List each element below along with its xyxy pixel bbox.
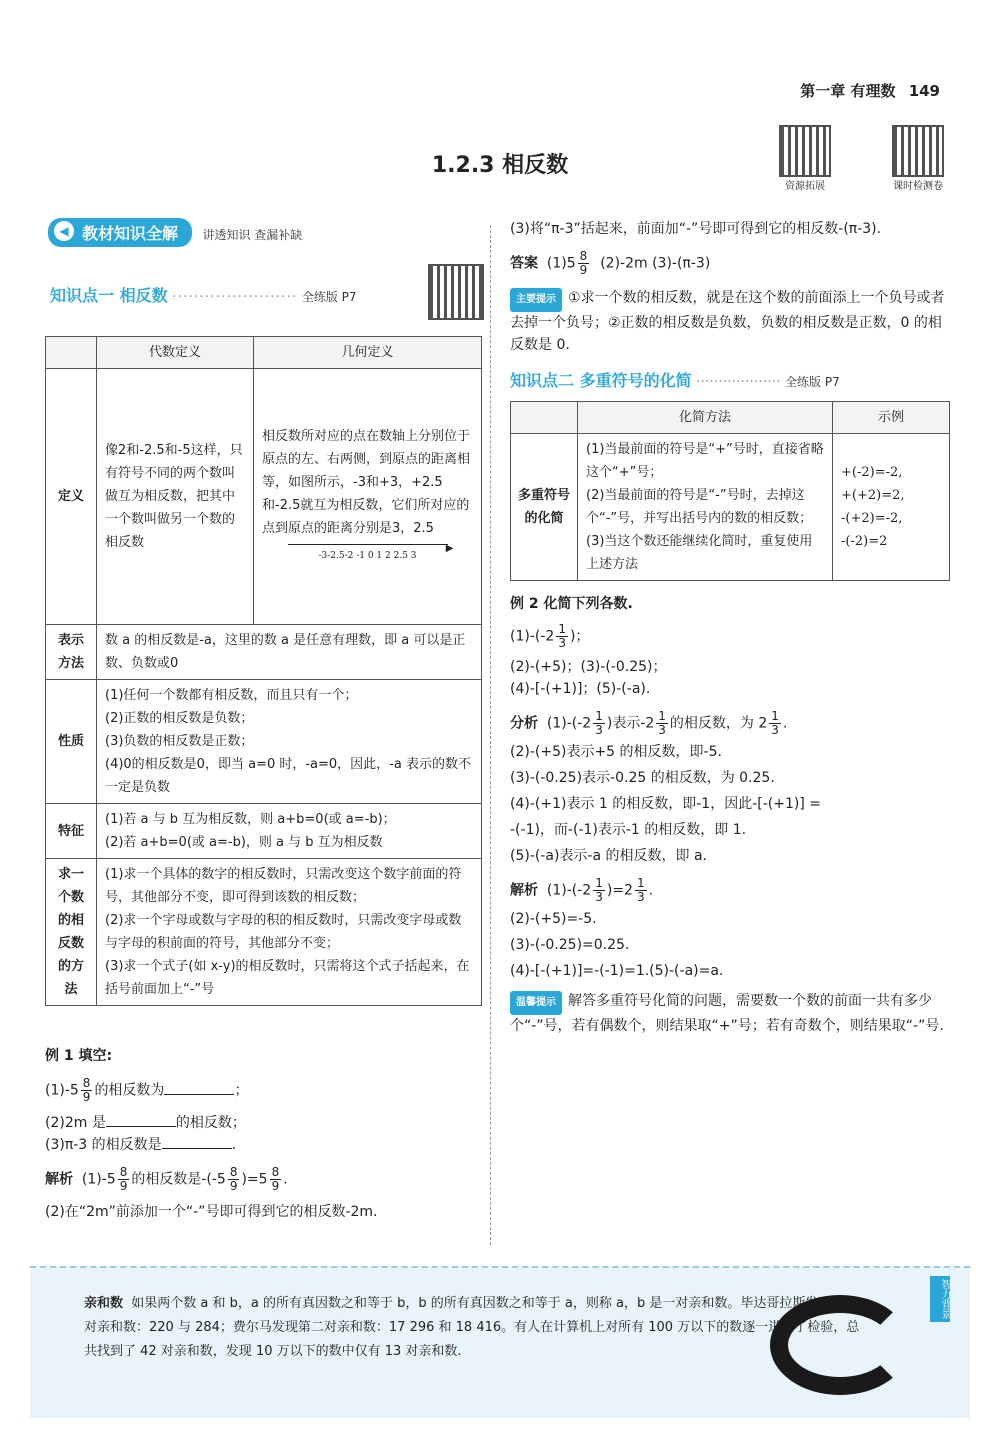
- qr-code-kp1[interactable]: [428, 264, 484, 320]
- table-header-geometric: 几何定义: [254, 337, 482, 369]
- example-2-jiexi: 解析 (1)-(-2 $\frac{1}{3}$ )=2 $\frac{1}{3}$ .: [510, 876, 654, 904]
- example-1-answer: 答案 (1)5 $\frac{8}{9}$ (2)-2m (3)-(π-3): [510, 249, 711, 277]
- method-cell: [97, 859, 482, 1006]
- table-header-method: 化简方法: [578, 402, 833, 434]
- decorative-curve-icon: [770, 1295, 910, 1395]
- example-1-jiexi: 解析 (1)-5 $\frac{8}{9}$ 的相反数是-(-5 $\frac{8}{9}$ )=5 $\frac{8}{9}$ .: [45, 1165, 288, 1193]
- properties-cell: [97, 680, 482, 804]
- jiexi-line: (4)-[-(+1)]=-(-1)=1.(5)-(-a)=a.: [510, 963, 724, 979]
- tip-icon: 温馨提示: [510, 991, 562, 1015]
- example-1-q2: (2)2m 是 的相反数；: [45, 1112, 485, 1134]
- right-column: [510, 218, 955, 1037]
- feature-line: (2)若 a+b=0(或 a=-b)，则 a 与 b 互为相反数: [105, 835, 383, 850]
- kp1-ref: 全练版 P7: [301, 290, 357, 304]
- feature-line: (1)若 a 与 b 互为相反数，则 a+b=0(或 a=-b)；: [105, 812, 396, 827]
- footer-body: 如果两个数 a 和 b，a 的所有真因数之和等于 b，b 的所有真因数之和等于 a，则称 a，b 是一对亲和数。毕达哥拉斯发现第一对亲和数：220 与 284；费尔马发现第二对亲和数：17 296 和 18 416。有人在计算机上对所有 100 万以下的数逐一进行了检验，总共找到了 42 对亲和数，发现 10 万以下的数中仅有 13 对亲和数.: [84, 1296, 860, 1359]
- method-line: (2)求一个字母或数与字母的积的相反数时，只需改变字母或数与字母的积前面的符号，其他部分不变；: [105, 913, 462, 951]
- example-1-jiexi-3: (3)将“π-3”括起来，前面加“-”号即可得到它的相反数-(π-3).: [510, 221, 882, 237]
- fenxi-line: (3)-(-0.25)表示-0.25 的相反数，为 0.25.: [510, 770, 775, 786]
- tip-2: 温馨提示 解答多重符号化简的问题，需要数一个数的前面一共有多少个“-”号，若有偶数个，则结果取“+”号；若有奇数个，则结果取“-”号.: [510, 993, 944, 1034]
- banner-label: 教材知识全解: [82, 224, 179, 243]
- section-banner: [48, 218, 302, 244]
- examples-cell: +(-2)=-2, +(+2)=2, -(+2)=-2, -(-2)=2: [833, 434, 950, 581]
- footer-label: 亲和数: [84, 1296, 124, 1311]
- table-multiple-signs: [510, 401, 950, 581]
- property-line: (3)负数的相反数是正数；: [105, 734, 254, 749]
- kp2-title: 知识点二 多重符号的化简: [510, 371, 692, 390]
- table-header-blank: [511, 402, 578, 434]
- row-label: 定义: [46, 369, 97, 625]
- property-line: (4)0的相反数是0，即当 a=0 时，-a=0，因此，-a 表示的数不一定是负数: [105, 757, 471, 795]
- tip-1: 主要提示 ①求一个数的相反数，就是在这个数的前面添上一个负号或者去掉一个负号；②正数的相反数是负数，负数的相反数是正数，0 的相反数是 0.: [510, 290, 945, 353]
- kp2-ref: 全练版 P7: [785, 375, 840, 389]
- property-line: (2)正数的相反数是负数；: [105, 711, 254, 726]
- tip-icon: 主要提示: [510, 288, 562, 312]
- qr-caption: 课时检测卷: [893, 181, 943, 192]
- column-divider: [490, 225, 491, 1245]
- jiexi-line: (3)-(-0.25)=0.25.: [510, 937, 630, 953]
- section-title: 1.2.3 相反数: [431, 153, 569, 178]
- fenxi-line: (5)-(-a)表示-a 的相反数，即 a.: [510, 848, 707, 864]
- example-1-q3: (3)π-3 的相反数是 .: [45, 1134, 485, 1156]
- page-header: [800, 80, 940, 101]
- speaker-icon: ◀: [54, 221, 74, 241]
- banner-subtitle: 讲透知识 查漏补缺: [202, 228, 303, 242]
- geometric-text: 相反数所对应的点在数轴上分别位于原点的左、右两侧，到原点的距离相等，如图所示，-3和+3，+2.5和-2.5就互为相反数，它们所对应的点到原点的距离分别是3，2.5: [262, 429, 471, 536]
- footer-text: [84, 1292, 864, 1364]
- number-line-labels: -3-2.5-2 -1 0 1 2 2.5 3: [318, 551, 417, 561]
- example-2-fenxi: 分析 (1)-(-2 $\frac{1}{3}$ )表示-2 $\frac{1}{3}$ 的相反数，为 2 $\frac{1}{3}$ .: [510, 709, 788, 737]
- example-2-q2: (2)-(+5)；(3)-(-0.25)；: [510, 659, 667, 675]
- fenxi-line: (4)-(+1)表示 1 的相反数，即-1，因此-[-(+1)] =: [510, 796, 821, 812]
- fenxi-line: (2)-(+5)表示+5 的相反数，即-5.: [510, 744, 722, 760]
- example-1-jiexi-2: (2)在“2m”前添加一个“-”号即可得到它的相反数-2m.: [45, 1204, 378, 1220]
- example-1: [45, 1045, 485, 1223]
- method-line: (3)求一个式子(如 x-y)的相反数时，只需将这个式子括起来，在括号前面加上“-”号: [105, 959, 470, 997]
- number-line: ▶ -3-2.5-2 -1 0 1 2 2.5 3: [262, 544, 473, 568]
- method-cell: (1)当最前面的符号是“+”号时，直接省略这个“+”号； (2)当最前面的符号是“-”号时，去掉这个“-”号，并写出括号内的数的相反数； (3)当这个数还能继续化简时，重复使用上述方法: [578, 434, 833, 581]
- example-1-q1: (1)-5 $\frac{8}{9}$ 的相反数为 ；: [45, 1076, 249, 1104]
- row-label: 表示方法: [46, 625, 97, 680]
- row-label: 求一个数的相反数的方法: [46, 859, 97, 1006]
- kp2-heading: 知识点二 多重符号的化简 ··················· 全练版 P7: [510, 371, 840, 390]
- side-tag: 智力背景: [930, 1276, 950, 1322]
- representation-text: 数 a 的相反数是-a，这里的数 a 是任意有理数，即 a 可以是正数、负数或0: [97, 625, 482, 680]
- qr-caption: 资源拓展: [785, 181, 825, 192]
- row-label: 多重符号的化简: [511, 434, 578, 581]
- fenxi-line: -(-1)，而-(-1)表示-1 的相反数，即 1.: [510, 822, 747, 838]
- chapter-label: 第一章 有理数: [800, 82, 896, 100]
- table-header-algebraic: 代数定义: [97, 337, 254, 369]
- property-line: (1)任何一个数都有相反数，而且只有一个；: [105, 688, 358, 703]
- algebraic-definition: 像2和-2.5和-5这样，只有符号不同的两个数叫做互为相反数，把其中一个数叫做另一个数的相反数: [97, 369, 254, 625]
- page-number: 149: [908, 82, 940, 100]
- geometric-definition: [254, 369, 482, 625]
- row-label: 性质: [46, 680, 97, 804]
- features-cell: [97, 804, 482, 859]
- kp1-title: 知识点一 相反数: [50, 286, 168, 305]
- table-opposite-numbers: [45, 336, 482, 1006]
- method-line: (1)求一个具体的数字的相反数时，只需改变这个数字前面的符号，其他部分不变，即可得到该数的相反数；: [105, 867, 462, 905]
- jiexi-line: (2)-(+5)=-5.: [510, 911, 597, 927]
- example-1-title: 例 1 填空:: [45, 1048, 113, 1064]
- table-header-blank: [46, 337, 97, 369]
- kp1-heading: 知识点一 相反数 ······················· 全练版 P7: [50, 286, 357, 305]
- example-2-q3: (4)-[-(+1)]；(5)-(-a).: [510, 681, 651, 697]
- table-header-example: 示例: [833, 402, 950, 434]
- example-2-q1: (1)-(-2 $\frac{1}{3}$ )；: [510, 622, 590, 650]
- row-label: 特征: [46, 804, 97, 859]
- example-2-title: 例 2 化简下列各数.: [510, 596, 633, 612]
